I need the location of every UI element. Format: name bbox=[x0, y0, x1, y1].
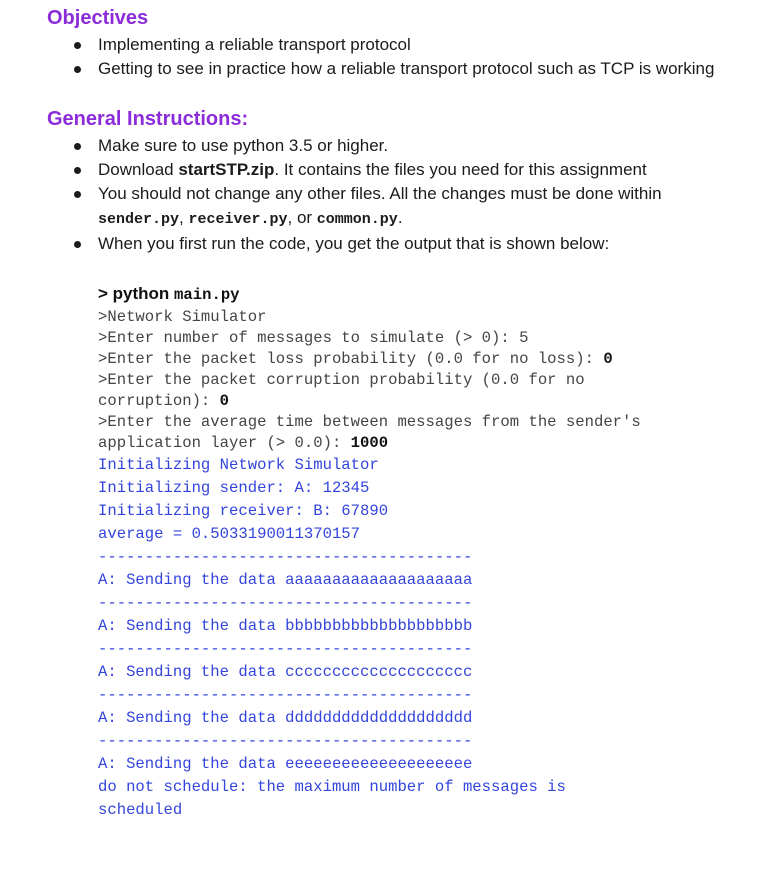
console-answer: 1000 bbox=[350, 434, 389, 452]
instruction-text: , or bbox=[287, 208, 317, 227]
console-send-line: A: Sending the data eeeeeeeeeeeeeeeeeeee bbox=[98, 755, 473, 773]
objective-text: Getting to see in practice how a reliable transport protocol such as TCP is working bbox=[98, 59, 715, 78]
console-prompt: >Enter the packet loss probability (0.0 for no loss): bbox=[98, 350, 604, 368]
instruction-text: When you first run the code, you get the output that is shown below: bbox=[98, 234, 610, 253]
console-prompt: corruption): bbox=[98, 392, 220, 410]
instruction-text: You should not change any other files. All the changes must be done within bbox=[98, 184, 662, 203]
console-separator: ---------------------------------------- bbox=[98, 686, 473, 704]
console-info-line: Initializing receiver: B: 67890 bbox=[98, 502, 389, 520]
console-separator: ---------------------------------------- bbox=[98, 732, 473, 750]
console-output bbox=[98, 282, 738, 822]
console-prompt: application layer (> 0.0): bbox=[98, 434, 351, 452]
list-item bbox=[66, 232, 716, 256]
instruction-text: Download bbox=[98, 160, 179, 179]
console-send-line: A: Sending the data aaaaaaaaaaaaaaaaaaaa bbox=[98, 571, 473, 589]
console-line: >Network Simulator bbox=[98, 308, 267, 326]
list-item bbox=[66, 182, 716, 232]
console-line bbox=[98, 391, 738, 412]
filename-sender: sender.py bbox=[98, 211, 180, 228]
list-item bbox=[66, 158, 716, 182]
general-instructions-heading: General Instructions: bbox=[47, 108, 249, 130]
instruction-text: , bbox=[179, 208, 189, 227]
bullet-icon bbox=[74, 167, 81, 174]
bullet-icon bbox=[74, 191, 81, 198]
list-item bbox=[66, 33, 716, 57]
objectives-heading: Objectives bbox=[47, 7, 149, 29]
console-line: >Enter the average time between messages from the sender's bbox=[98, 413, 641, 431]
filename-receiver: receiver.py bbox=[188, 211, 288, 228]
console-send-line: A: Sending the data cccccccccccccccccccc bbox=[98, 663, 473, 681]
console-separator: ---------------------------------------- bbox=[98, 640, 473, 658]
instruction-text: . It contains the files you need for this assignment bbox=[274, 160, 647, 179]
console-info-line: do not schedule: the maximum number of messages is bbox=[98, 778, 566, 796]
command-argument: main.py bbox=[174, 286, 240, 304]
console-answer: 0 bbox=[219, 392, 230, 410]
objective-text: Implementing a reliable transport protocol bbox=[98, 35, 411, 54]
console-send-line: A: Sending the data dddddddddddddddddddd bbox=[98, 709, 473, 727]
console-separator: ---------------------------------------- bbox=[98, 594, 473, 612]
console-separator: ---------------------------------------- bbox=[98, 548, 473, 566]
console-send-line: A: Sending the data bbbbbbbbbbbbbbbbbbbb bbox=[98, 617, 473, 635]
bullet-icon bbox=[74, 143, 81, 150]
objectives-list bbox=[66, 33, 716, 81]
console-info-line: Initializing sender: A: 12345 bbox=[98, 479, 370, 497]
zip-filename: startSTP.zip bbox=[178, 160, 275, 179]
command-prefix: > python bbox=[98, 284, 175, 303]
bullet-icon bbox=[74, 66, 81, 73]
instruction-text: Make sure to use python 3.5 or higher. bbox=[98, 136, 389, 155]
console-line: >Enter number of messages to simulate (> 0): 5 bbox=[98, 329, 529, 347]
console-info-line: scheduled bbox=[98, 801, 183, 819]
list-item bbox=[66, 57, 716, 81]
console-answer: 0 bbox=[603, 350, 613, 368]
console-line: >Enter the packet corruption probability (0.0 for no bbox=[98, 371, 585, 389]
bullet-icon bbox=[74, 241, 81, 248]
command-line bbox=[98, 282, 738, 307]
instruction-text: . bbox=[397, 208, 403, 227]
console-line bbox=[98, 349, 738, 370]
filename-common: common.py bbox=[316, 211, 398, 228]
bullet-icon bbox=[74, 42, 81, 49]
instructions-list bbox=[66, 134, 716, 256]
list-item bbox=[66, 134, 716, 158]
console-info-line: Initializing Network Simulator bbox=[98, 456, 379, 474]
console-line bbox=[98, 433, 738, 454]
console-info-line: average = 0.5033190011370157 bbox=[98, 525, 361, 543]
